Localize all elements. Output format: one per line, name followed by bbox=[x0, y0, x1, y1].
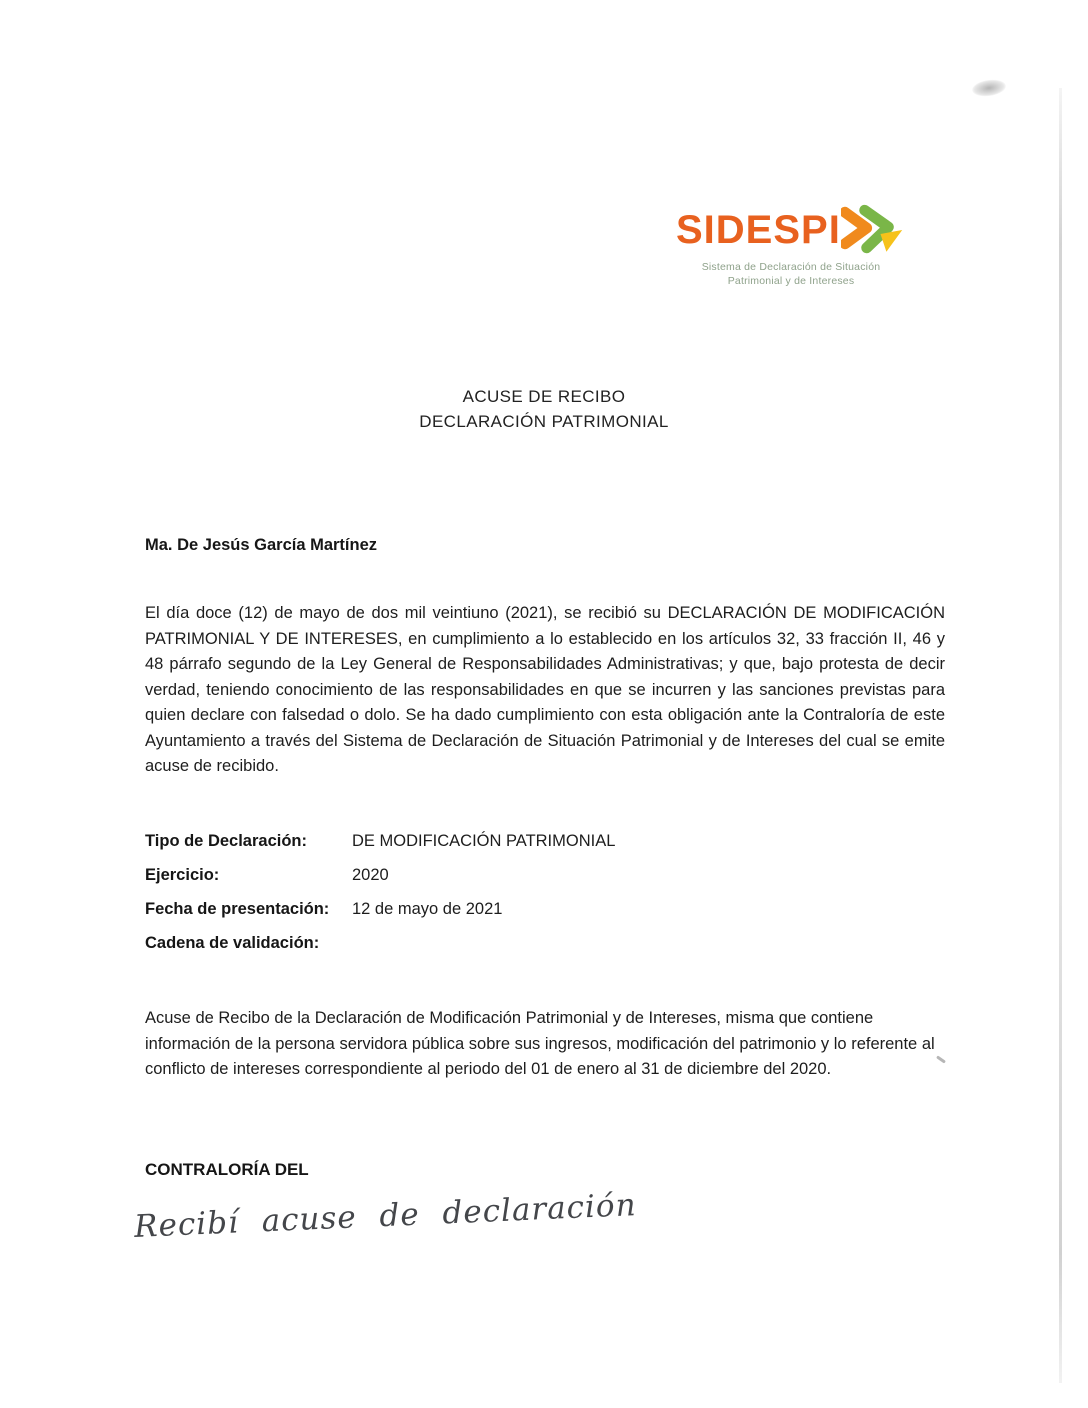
field-value-ejercicio: 2020 bbox=[352, 866, 389, 884]
logo-brand-row bbox=[676, 204, 906, 256]
body-paragraph: El día doce (12) de mayo de dos mil veintiuno (2021), se recibió su DECLARACIÓN DE MODIFICACIÓN PATRIMONIAL Y DE INTERESES, en cumplimiento a lo establecido en los artículos 32, 33 fracción II, 46 y 48 párrafo segundo de la Ley General de Responsabilidades Administrativas; y que, bajo protesta de decir verdad, teniendo conocimiento de las responsabilidades en que se incurren y las sanciones previstas para quien declare con falsedad o dolo. Se ha dado cumplimiento con esta obligación ante la Contraloría de este Ayuntamiento a través del Sistema de Declaración de Situación Patrimonial y de Intereses del cual se emite acuse de recibido. bbox=[145, 604, 945, 775]
field-row-cadena bbox=[145, 932, 945, 955]
field-row-fecha bbox=[145, 898, 945, 921]
document-title bbox=[0, 384, 1088, 434]
field-label-fecha: Fecha de presentación: bbox=[145, 900, 330, 918]
logo-brand-text: SIDESPI bbox=[676, 207, 841, 252]
sidespi-logo bbox=[676, 204, 906, 288]
field-label-tipo: Tipo de Declaración: bbox=[145, 832, 307, 850]
title-line1: ACUSE DE RECIBO bbox=[462, 387, 626, 406]
field-label-cadena: Cadena de validación: bbox=[145, 934, 320, 952]
field-value-tipo: DE MODIFICACIÓN PATRIMONIAL bbox=[352, 832, 616, 850]
title-line2: DECLARACIÓN PATRIMONIAL bbox=[419, 412, 669, 431]
declaration-fields bbox=[145, 830, 945, 966]
logo-tagline-line2: Patrimonial y de Intereses bbox=[727, 275, 855, 287]
field-value-fecha: 12 de mayo de 2021 bbox=[352, 900, 503, 918]
closing-paragraph: Acuse de Recibo de la Declaración de Modificación Patrimonial y de Intereses, misma que contiene información de la persona servidora pública sobre sus ingresos, modificación del patrimonio y lo referente al conflicto de intereses correspondiente al periodo del 01 de enero al 31 de diciembre del 2020. bbox=[145, 1009, 935, 1078]
arrow-icon bbox=[841, 204, 906, 256]
scan-smudge-artifact bbox=[971, 78, 1007, 99]
logo-tagline-line1: Sistema de Declaración de Situación bbox=[701, 261, 881, 273]
scan-edge-line-artifact bbox=[1059, 88, 1062, 1383]
field-label-ejercicio: Ejercicio: bbox=[145, 866, 220, 884]
logo-tagline bbox=[676, 260, 906, 288]
field-row-tipo bbox=[145, 830, 945, 853]
recipient-name: Ma. De Jesús García Martínez bbox=[145, 536, 378, 554]
field-row-ejercicio bbox=[145, 864, 945, 887]
handwritten-note: Recibí acuse de declaración bbox=[133, 1187, 638, 1245]
contraloria-heading: CONTRALORÍA DEL bbox=[145, 1160, 309, 1179]
